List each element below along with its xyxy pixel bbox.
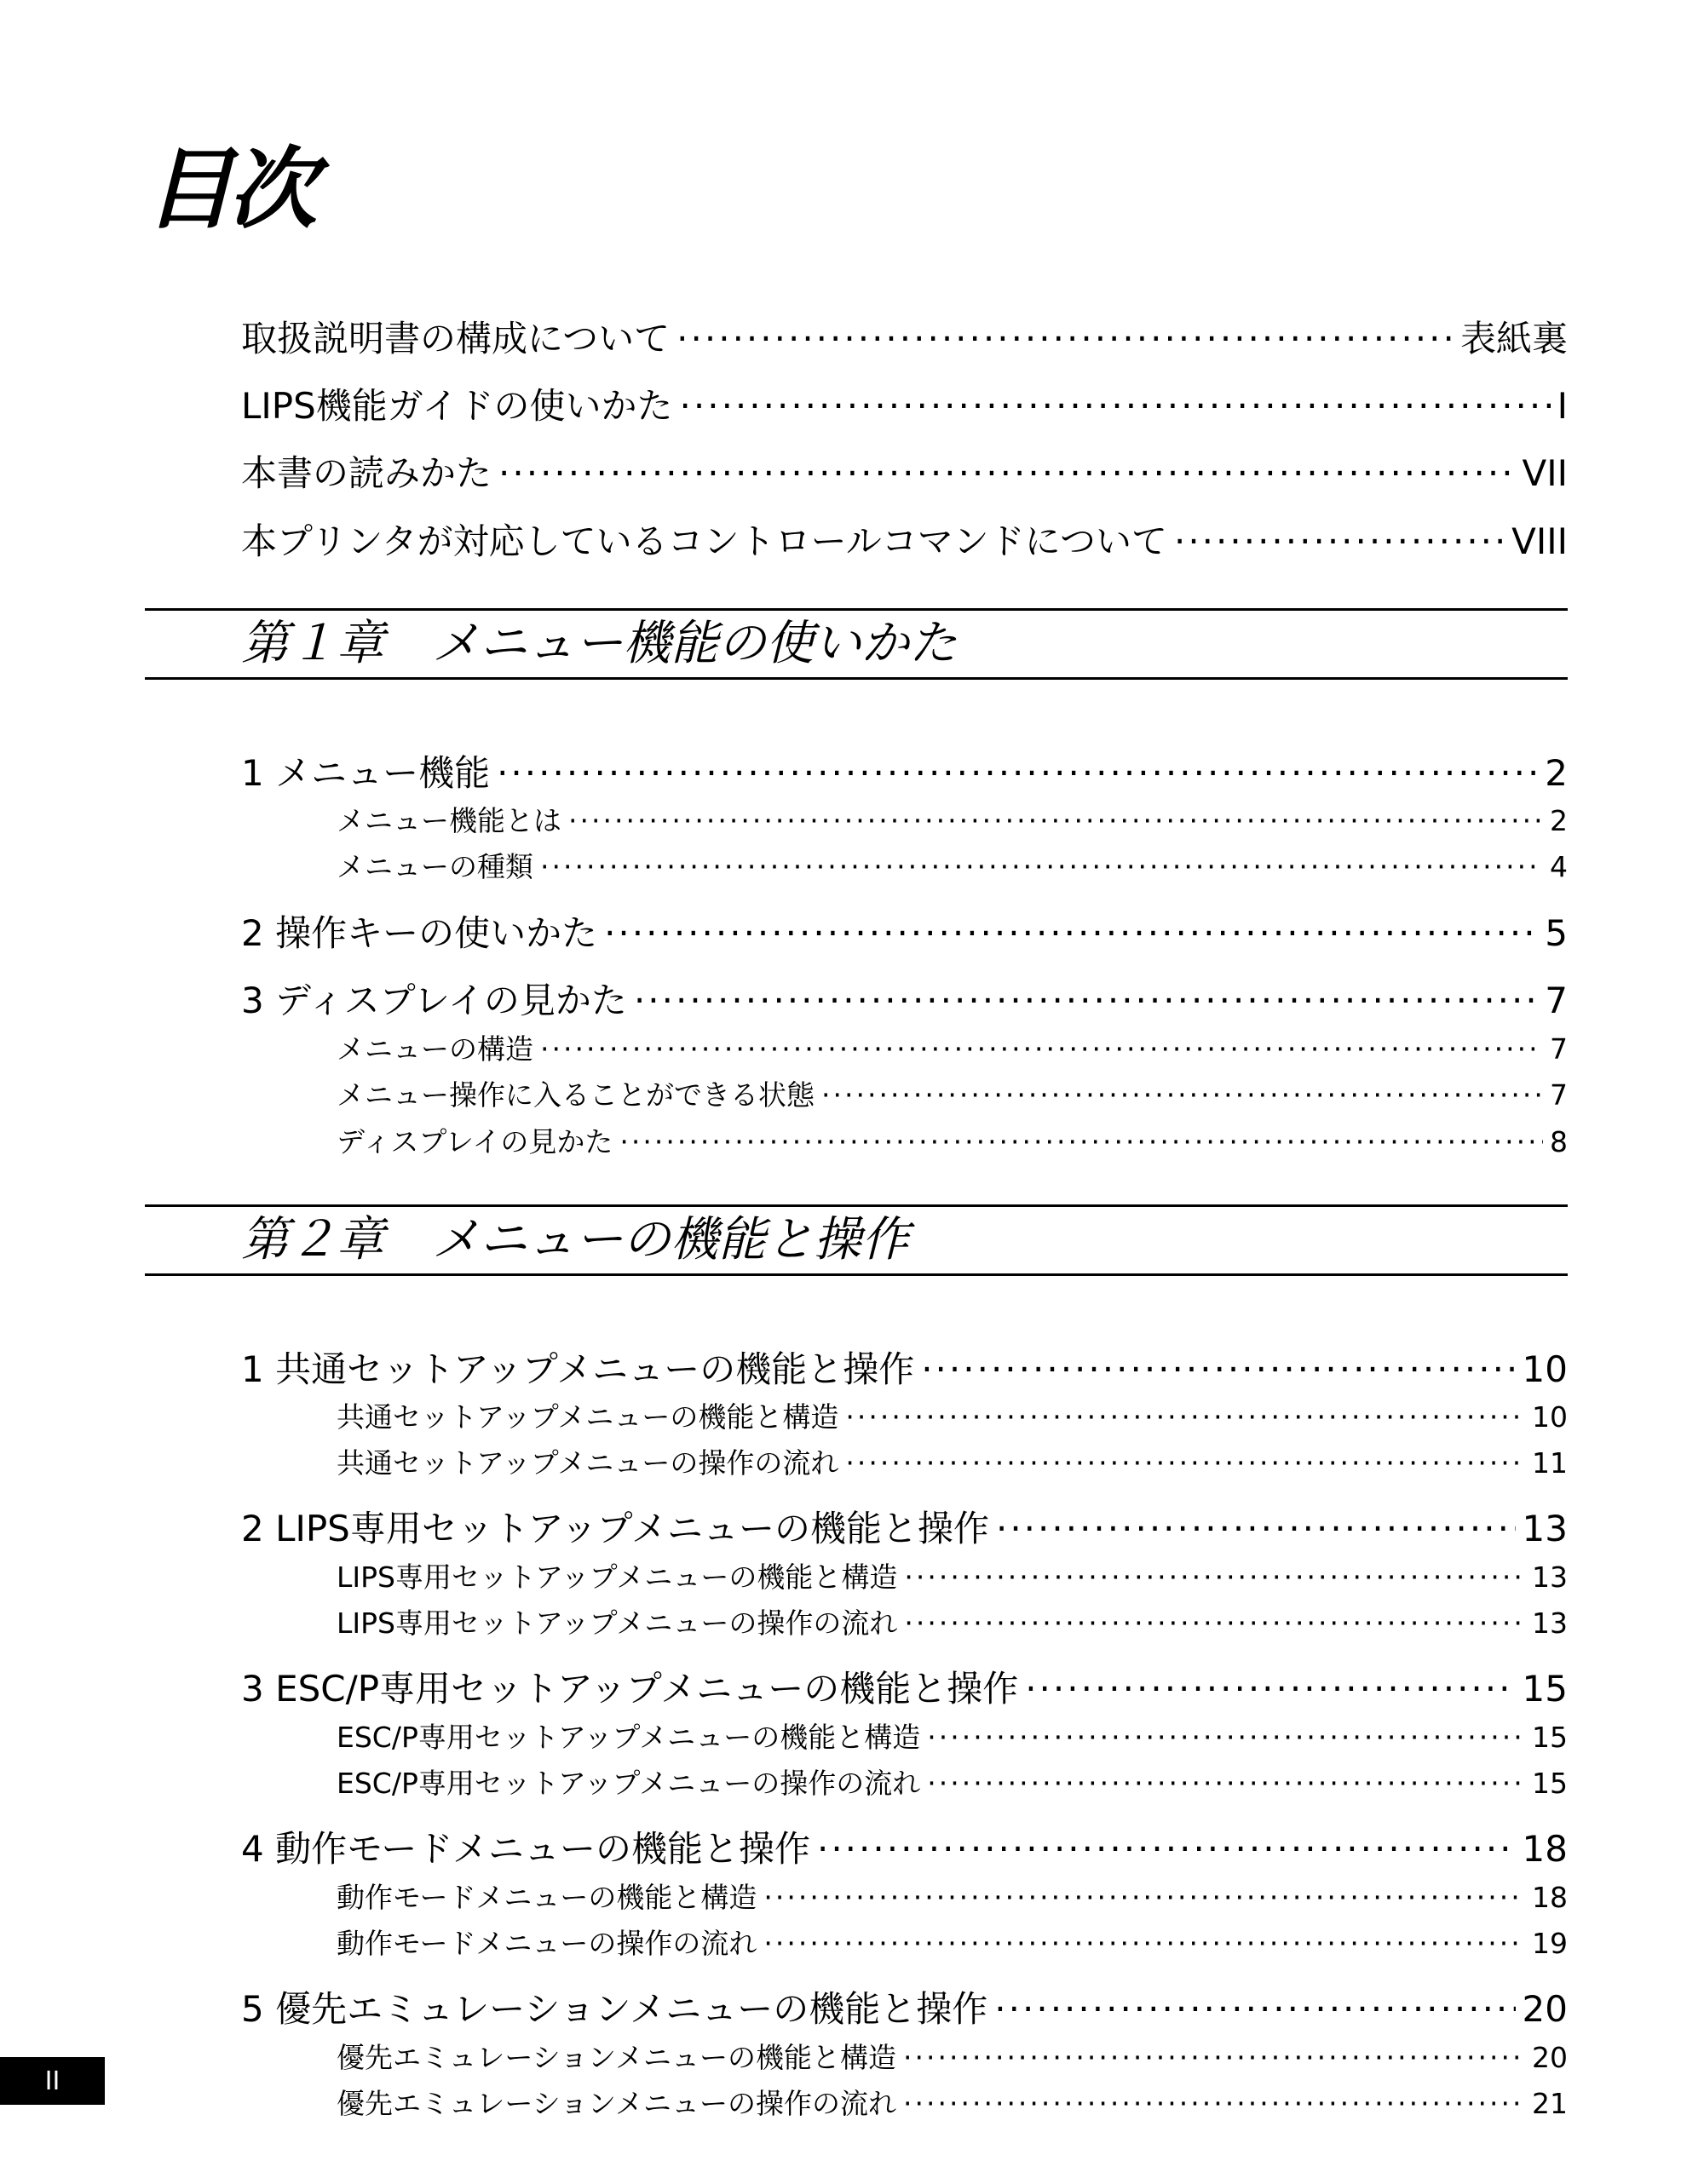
toc-subsection[interactable] xyxy=(337,799,1568,839)
leader-dots xyxy=(903,2041,1525,2074)
toc-section-page: 20 xyxy=(1522,1988,1568,2030)
toc-subsection[interactable] xyxy=(337,1922,1568,1962)
toc-subsection-label: ディスプレイの見かた xyxy=(337,1125,613,1158)
leader-dots xyxy=(634,980,1538,1021)
toc-subsection-label: メニューの構造 xyxy=(337,1032,533,1066)
leader-dots xyxy=(845,1400,1525,1434)
toc-subsection[interactable] xyxy=(337,1120,1568,1160)
leader-dots xyxy=(921,1348,1515,1390)
toc-subsection-page: 7 xyxy=(1550,1078,1568,1112)
leader-dots xyxy=(498,452,1515,494)
toc-subsection[interactable] xyxy=(337,2082,1568,2122)
chapter-heading xyxy=(145,608,1568,680)
toc-entry[interactable] xyxy=(241,514,1568,565)
toc-section[interactable] xyxy=(241,1501,1568,1552)
toc-section[interactable] xyxy=(241,973,1568,1024)
toc-subsection[interactable] xyxy=(337,1876,1568,1916)
page-number-badge xyxy=(0,2057,105,2105)
toc-subsection-label: 共通セットアップメニューの操作の流れ xyxy=(337,1446,839,1480)
toc-subsection-label: 優先エミュレーションメニューの機能と構造 xyxy=(337,2041,897,2074)
toc-section-page: 10 xyxy=(1522,1348,1568,1390)
toc-entry-page: I xyxy=(1557,385,1568,427)
toc-section-label: 3 ESC/P専用セットアップメニューの機能と操作 xyxy=(241,1668,1019,1710)
leader-dots xyxy=(568,804,1543,837)
chapter-title: 第２章 メニューの機能と操作 xyxy=(241,1212,909,1267)
toc-subsection-page: 15 xyxy=(1532,1721,1568,1754)
leader-dots xyxy=(903,2087,1525,2120)
leader-dots xyxy=(619,1125,1543,1158)
toc-subsection-label: メニュー操作に入ることができる状態 xyxy=(337,1078,815,1112)
leader-dots xyxy=(994,1988,1515,2030)
toc-subsection-label: LIPS専用セットアップメニューの操作の流れ xyxy=(337,1606,898,1640)
toc-subsection[interactable] xyxy=(337,1073,1568,1113)
toc-subsection-label: ESC/P専用セットアップメニューの操作の流れ xyxy=(337,1767,921,1800)
page-number: II xyxy=(44,2066,60,2096)
toc-section[interactable] xyxy=(241,1821,1568,1872)
toc-subsection[interactable] xyxy=(337,845,1568,885)
toc-section-label: 1 メニュー機能 xyxy=(241,752,491,794)
leader-dots xyxy=(540,850,1543,883)
leader-dots xyxy=(497,752,1538,794)
toc-subsection[interactable] xyxy=(337,1601,1568,1641)
toc-entry-label: 取扱説明書の構成について xyxy=(241,318,671,359)
toc-subsection[interactable] xyxy=(337,1395,1568,1435)
toc-section-label: 2 LIPS専用セットアップメニューの機能と操作 xyxy=(241,1508,989,1549)
toc-subsection-label: 共通セットアップメニューの機能と構造 xyxy=(337,1400,839,1434)
toc-subsection-page: 15 xyxy=(1532,1767,1568,1800)
leader-dots xyxy=(817,1828,1516,1870)
toc-section-label: 1 共通セットアップメニューの機能と操作 xyxy=(241,1348,915,1390)
toc-section-page: 18 xyxy=(1522,1828,1568,1870)
toc-subsection-page: 11 xyxy=(1532,1446,1568,1480)
toc-entry-page: 表紙裏 xyxy=(1459,318,1568,359)
leader-dots xyxy=(927,1721,1525,1754)
chapter-heading xyxy=(145,1204,1568,1276)
toc-section-label: 2 操作キーの使いかた xyxy=(241,912,598,954)
leader-dots xyxy=(845,1446,1525,1480)
toc-section[interactable] xyxy=(241,1661,1568,1712)
toc-section[interactable] xyxy=(241,745,1568,796)
toc-subsection-label: メニューの種類 xyxy=(337,850,533,883)
toc-entry-label: 本書の読みかた xyxy=(241,452,492,494)
toc-subsection[interactable] xyxy=(337,1027,1568,1067)
toc-section[interactable] xyxy=(241,1981,1568,2032)
toc-subsection[interactable] xyxy=(337,1762,1568,1802)
toc-section-page: 7 xyxy=(1545,980,1568,1021)
leader-dots xyxy=(1025,1668,1515,1710)
leader-dots xyxy=(927,1767,1525,1800)
toc-entry-label: LIPS機能ガイドの使いかた xyxy=(241,385,673,427)
leader-dots xyxy=(604,912,1538,954)
leader-dots xyxy=(540,1032,1543,1066)
leader-dots xyxy=(763,1927,1525,1960)
toc-subsection-page: 13 xyxy=(1532,1606,1568,1640)
toc-subsection[interactable] xyxy=(337,1555,1568,1595)
page-title: 目次 xyxy=(145,137,313,241)
toc-subsection-page: 8 xyxy=(1550,1125,1568,1158)
leader-dots xyxy=(904,1606,1525,1640)
toc-entry[interactable] xyxy=(241,445,1568,497)
toc-entry-label: 本プリンタが対応しているコントロールコマンドについて xyxy=(241,520,1167,562)
toc-subsection-label: ESC/P専用セットアップメニューの機能と構造 xyxy=(337,1721,921,1754)
toc-subsection-page: 7 xyxy=(1550,1032,1568,1066)
toc-subsection-label: LIPS専用セットアップメニューの機能と構造 xyxy=(337,1560,898,1594)
toc-section-label: 4 動作モードメニューの機能と操作 xyxy=(241,1828,810,1870)
leader-dots xyxy=(676,318,1454,359)
toc-entry[interactable] xyxy=(241,378,1568,429)
toc-section-page: 5 xyxy=(1545,912,1568,954)
toc-subsection-page: 20 xyxy=(1532,2041,1568,2074)
toc-section-page: 13 xyxy=(1522,1508,1568,1549)
toc-subsection-page: 13 xyxy=(1532,1560,1568,1594)
toc-entry[interactable] xyxy=(241,311,1568,362)
toc-subsection-label: 動作モードメニューの機能と構造 xyxy=(337,1881,757,1914)
toc-section-page: 2 xyxy=(1545,752,1568,794)
toc-section[interactable] xyxy=(241,905,1568,957)
toc-subsection-label: 優先エミュレーションメニューの操作の流れ xyxy=(337,2087,897,2120)
toc-entry-page: VIII xyxy=(1511,520,1568,562)
toc-section-label: 5 優先エミュレーションメニューの機能と操作 xyxy=(241,1988,988,2030)
chapter-title: 第１章 メニュー機能の使いかた xyxy=(241,616,957,671)
leader-dots xyxy=(763,1881,1525,1914)
toc-subsection-page: 10 xyxy=(1532,1400,1568,1434)
leader-dots xyxy=(1174,520,1505,562)
toc-subsection-page: 21 xyxy=(1532,2087,1568,2120)
toc-subsection[interactable] xyxy=(337,1716,1568,1756)
toc-subsection[interactable] xyxy=(337,2036,1568,2076)
toc-section[interactable] xyxy=(241,1342,1568,1393)
toc-subsection-page: 18 xyxy=(1532,1881,1568,1914)
toc-entry-page: VII xyxy=(1522,452,1568,494)
leader-dots xyxy=(680,385,1551,427)
toc-section-label: 3 ディスプレイの見かた xyxy=(241,980,627,1021)
toc-subsection-page: 19 xyxy=(1532,1927,1568,1960)
toc-subsection[interactable] xyxy=(337,1441,1568,1481)
toc-subsection-page: 2 xyxy=(1550,804,1568,837)
toc-section-page: 15 xyxy=(1522,1668,1568,1710)
toc-subsection-label: 動作モードメニューの操作の流れ xyxy=(337,1927,757,1960)
leader-dots xyxy=(996,1508,1516,1549)
toc-subsection-page: 4 xyxy=(1550,850,1568,883)
toc-subsection-label: メニュー機能とは xyxy=(337,804,561,837)
leader-dots xyxy=(821,1078,1543,1112)
leader-dots xyxy=(904,1560,1525,1594)
